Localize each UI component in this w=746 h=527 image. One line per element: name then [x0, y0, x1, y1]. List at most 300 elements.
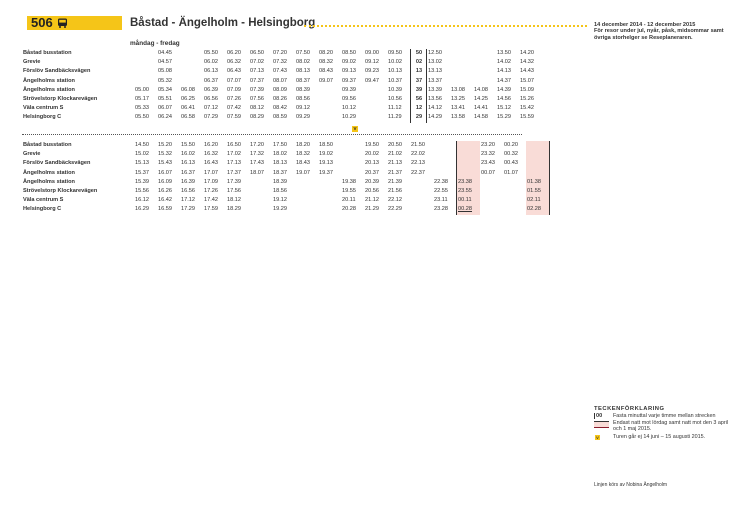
departure-time: 18.50: [319, 142, 333, 148]
departure-time: 14.37: [497, 77, 511, 84]
stop-name: Ängelholms station: [23, 86, 75, 93]
departure-time: 17.50: [273, 142, 287, 148]
departure-time: 16.13: [181, 160, 195, 167]
departure-time: 14.25: [474, 96, 488, 103]
departure-time: 16.12: [135, 197, 149, 204]
departure-time: 23.55: [457, 187, 481, 196]
table-row: [22, 159, 550, 168]
departure-time: 08.43: [319, 68, 333, 75]
departure-time: 10.37: [388, 77, 402, 84]
minute-value: 56: [415, 96, 423, 103]
departure-time: 14.43: [520, 68, 534, 75]
departure-time: [433, 150, 457, 159]
departure-time: 11.12: [388, 105, 402, 112]
departure-time: 05.08: [158, 68, 172, 75]
departure-time: 07.32: [273, 59, 287, 66]
departure-time: 06.56: [204, 96, 218, 103]
departure-time: [526, 169, 550, 178]
departure-time: [503, 187, 526, 196]
departure-time: 16.56: [181, 188, 195, 195]
departure-time: 08.37: [296, 77, 310, 84]
departure-time: 09.00: [365, 50, 379, 56]
departure-time: 16.09: [158, 178, 172, 185]
departure-time: [503, 205, 526, 214]
departure-time: 10.13: [388, 68, 402, 75]
departure-time: 19.07: [296, 169, 310, 176]
departure-time: [180, 67, 203, 76]
departure-time: [318, 187, 341, 196]
departure-time: 08.59: [273, 114, 287, 121]
table-row: [22, 86, 542, 95]
departure-time: 21.13: [388, 160, 402, 167]
table-row: [22, 196, 550, 205]
departure-time: [318, 178, 341, 187]
note-line: För resor under jul, nyår, påsk, midsommar samt övriga storhelger se Reseplaneraren.: [594, 28, 724, 41]
departure-time: 10.02: [388, 59, 402, 66]
departure-time: 18.13: [273, 160, 287, 167]
departure-time: 15.56: [135, 188, 149, 195]
departure-time: [526, 141, 550, 150]
departure-time: 09.39: [342, 86, 356, 93]
departure-time: [295, 196, 318, 205]
departure-time: 16.29: [135, 206, 149, 213]
departure-time: [249, 178, 272, 187]
departure-time: 22.55: [434, 188, 448, 195]
validity-note: [594, 22, 734, 41]
stop-name: Helsingborg C: [23, 206, 62, 213]
departure-time: [433, 141, 457, 150]
departure-time: 10.39: [388, 86, 402, 93]
departure-time: 14.08: [474, 86, 488, 93]
departure-time: 08.02: [296, 59, 310, 66]
departure-time: 14.12: [428, 105, 442, 112]
departure-time: 15.26: [520, 96, 534, 103]
departure-time: 17.07: [204, 169, 218, 176]
departure-time: 08.07: [273, 77, 287, 84]
departure-time: 08.20: [319, 50, 333, 56]
departure-time: 07.56: [250, 96, 264, 103]
departure-time: 18.32: [296, 151, 310, 158]
summer-exception-mark: V: [353, 126, 357, 131]
departure-time: 06.13: [204, 68, 218, 75]
departure-time: [134, 77, 157, 86]
departure-time: [503, 196, 526, 205]
departure-time: 14.29: [428, 114, 442, 121]
departure-time: [134, 58, 157, 67]
legend-text: Fasta minuttal varje timme mellan strecken: [613, 413, 716, 419]
departure-time: 04.45: [158, 50, 172, 56]
legend: [594, 406, 734, 441]
departure-time: 17.09: [204, 178, 218, 185]
departure-time: 19.29: [273, 206, 287, 213]
departure-time: 07.02: [250, 59, 264, 66]
route-title: Båstad - Ängelholm - Helsingborg: [130, 17, 316, 29]
departure-time: 09.23: [365, 68, 379, 75]
stop-name: Strövelstorp Klockarevägen: [23, 188, 98, 195]
departure-time: 21.29: [365, 206, 379, 213]
departure-time: 15.02: [135, 151, 149, 158]
departure-time: 21.56: [388, 188, 402, 195]
minute-value: 13: [415, 68, 423, 75]
departure-time: [480, 196, 503, 205]
departure-time: 13.02: [428, 59, 442, 66]
departure-time: [318, 86, 341, 95]
departure-time: [503, 178, 526, 187]
departure-time: 15.50: [181, 142, 195, 148]
day-label: måndag - fredag: [130, 40, 180, 47]
departure-time: 08.29: [250, 114, 264, 121]
departure-time: [457, 159, 481, 168]
departure-time: [249, 187, 272, 196]
departure-time: [295, 187, 318, 196]
stop-name: Helsingborg C: [23, 114, 62, 121]
table-row: [22, 49, 542, 58]
departure-time: 14.58: [474, 114, 488, 121]
departure-time: 06.50: [250, 50, 264, 56]
departure-time: 05.32: [158, 77, 172, 84]
departure-time: 20.02: [365, 151, 379, 158]
minute-value: 12: [415, 105, 423, 112]
departure-time: 08.56: [296, 96, 310, 103]
departure-time: 08.12: [250, 105, 264, 112]
departure-time: 17.59: [204, 206, 218, 213]
departure-time: 10.29: [342, 114, 356, 121]
departure-time: 18.56: [273, 188, 287, 195]
departure-time: [134, 49, 157, 58]
departure-time: [318, 205, 341, 214]
departure-time: [473, 77, 496, 86]
departure-time: [450, 58, 473, 67]
departure-time: 15.20: [158, 142, 172, 148]
table-row: [22, 58, 542, 67]
departure-time: [480, 187, 503, 196]
departure-time: [457, 141, 481, 150]
departure-time: 01.55: [526, 187, 550, 196]
departure-time: 07.09: [227, 86, 241, 93]
stop-name: Båstad busstation: [23, 142, 72, 148]
departure-time: 07.20: [273, 50, 287, 56]
departure-time: 09.13: [342, 68, 356, 75]
departure-time: 16.43: [204, 160, 218, 167]
departure-time: 23.11: [434, 197, 448, 204]
departure-time: 19.13: [319, 160, 333, 167]
route-badge: [27, 16, 122, 30]
departure-time: [364, 104, 387, 113]
departure-time: 15.07: [520, 77, 534, 84]
departure-time: 16.07: [158, 169, 172, 176]
departure-time: 13.08: [451, 86, 465, 93]
departure-time: 16.42: [158, 197, 172, 204]
legend-item-summer: [594, 434, 734, 440]
departure-time: 14.32: [520, 59, 534, 66]
stop-name: Väla centrum S: [23, 105, 64, 112]
departure-time: 20.39: [365, 178, 379, 185]
departure-time: 16.32: [204, 151, 218, 158]
departure-time: 13.56: [428, 96, 442, 103]
departure-time: 22.02: [411, 151, 425, 158]
minute-value: 39: [415, 86, 423, 93]
departure-time: 08.50: [342, 50, 356, 56]
departure-time: 16.59: [158, 206, 172, 213]
departure-time: 19.55: [342, 188, 356, 195]
departure-time: 01.07: [504, 169, 518, 176]
departure-time: 07.37: [250, 77, 264, 84]
departure-time: 14.41: [474, 105, 488, 112]
operator-note: Linjen körs av Nobina Ängelholm: [594, 482, 668, 488]
departure-time: 15.09: [520, 86, 534, 93]
departure-time: 15.12: [497, 105, 511, 112]
departure-time: [473, 49, 496, 58]
departure-time: [180, 58, 203, 67]
departure-time: [450, 49, 473, 58]
departure-time: 15.13: [135, 160, 149, 167]
minute-value: 37: [415, 77, 423, 84]
stop-name: Ängelholms station: [23, 77, 75, 84]
departure-time: [295, 205, 318, 214]
departure-time: 00.07: [481, 169, 495, 176]
departure-time: 00.32: [504, 151, 518, 158]
table-row: [22, 113, 542, 122]
stop-name: Förslöv Sandbäcksvägen: [23, 68, 91, 75]
departure-time: 21.50: [411, 142, 425, 148]
departure-time: 08.32: [319, 59, 333, 66]
departure-time: 06.37: [204, 77, 218, 84]
departure-time: 07.50: [296, 50, 310, 56]
departure-time: 23.28: [434, 206, 448, 213]
departure-time: 13.50: [497, 50, 511, 56]
legend-text: Turen går ej 14 juni – 15 augusti 2015.: [613, 433, 706, 440]
departure-time: [318, 113, 341, 122]
departure-time: 18.02: [273, 151, 287, 158]
departure-time: 07.39: [250, 86, 264, 93]
departure-time: 07.59: [227, 114, 241, 121]
departure-time: [364, 95, 387, 104]
departure-time: 02.28: [526, 205, 550, 214]
departure-time: 09.50: [388, 50, 402, 56]
departure-time: 10.56: [388, 96, 402, 103]
departure-time: 20.37: [365, 169, 379, 176]
departure-time: 20.11: [342, 197, 356, 204]
departure-time: 14.02: [497, 59, 511, 66]
departure-time: 06.08: [181, 86, 195, 93]
departure-time: 15.32: [158, 151, 172, 158]
timetable-morning: [22, 49, 542, 123]
departure-time: [450, 67, 473, 76]
timetable-afternoon: [22, 141, 550, 215]
departure-time: 13.37: [428, 77, 442, 84]
departure-time: [180, 77, 203, 86]
departure-time: 15.37: [135, 169, 149, 176]
departure-time: 06.43: [227, 68, 241, 75]
departure-time: [364, 113, 387, 122]
departure-time: 15.39: [135, 178, 149, 185]
departure-time: 00.20: [504, 142, 518, 148]
departure-time: [480, 178, 503, 187]
stop-name: Strövelstorp Klockarevägen: [23, 96, 98, 103]
departure-time: [410, 205, 433, 214]
departure-time: 05.50: [135, 114, 149, 121]
departure-time: 14.56: [497, 96, 511, 103]
departure-time: 20.56: [365, 188, 379, 195]
minute-symbol: 00: [596, 413, 603, 419]
departure-time: 07.42: [227, 105, 241, 112]
departure-time: 07.12: [204, 105, 218, 112]
legend-item-night: [594, 420, 734, 432]
departure-time: 18.12: [227, 197, 241, 204]
departure-time: [180, 49, 203, 58]
departure-time: 19.50: [365, 142, 379, 148]
stop-name: Ängelholms station: [23, 169, 75, 176]
departure-time: 15.59: [520, 114, 534, 121]
departure-time: 17.37: [227, 169, 241, 176]
departure-time: 14.20: [520, 50, 534, 56]
stop-name: Förslöv Sandbäcksvägen: [23, 160, 91, 167]
departure-time: 18.43: [296, 160, 310, 167]
stop-name: Grevie: [23, 151, 41, 158]
departure-time: 09.29: [296, 114, 310, 121]
stop-name: Grevie: [23, 59, 41, 66]
departure-time: [318, 95, 341, 104]
table-row: [22, 178, 550, 187]
departure-time: 07.07: [227, 77, 241, 84]
departure-time: 05.50: [204, 50, 218, 56]
departure-time: 15.42: [520, 105, 534, 112]
departure-time: 00.11: [457, 196, 481, 205]
route-number: 506: [31, 15, 53, 30]
table-row: [22, 150, 550, 159]
departure-time: 17.39: [227, 178, 241, 185]
departure-time: [249, 205, 272, 214]
departure-time: 09.07: [319, 77, 333, 84]
departure-time: 05.00: [135, 86, 149, 93]
departure-time: 05.51: [158, 96, 172, 103]
departure-time: 15.43: [158, 160, 172, 167]
departure-time: 16.20: [204, 142, 218, 148]
departure-time: 16.50: [227, 142, 241, 148]
departure-time: 21.02: [388, 151, 402, 158]
departure-time: 06.02: [204, 59, 218, 66]
table-row: [22, 187, 550, 196]
departure-time: 17.13: [227, 160, 241, 167]
departure-time: 13.25: [451, 96, 465, 103]
departure-time: 06.07: [158, 105, 172, 112]
departure-time: 05.33: [135, 105, 149, 112]
departure-time: 15.29: [497, 114, 511, 121]
departure-time: [318, 196, 341, 205]
departure-time: 04.57: [158, 59, 172, 66]
departure-time: 17.26: [204, 188, 218, 195]
departure-time: 13.41: [451, 105, 465, 112]
departure-time: 23.43: [481, 160, 495, 167]
departure-time: [410, 196, 433, 205]
departure-time: 17.29: [181, 206, 195, 213]
departure-time: 16.37: [181, 169, 195, 176]
departure-time: 01.38: [526, 178, 550, 187]
departure-time: [480, 205, 503, 214]
departure-time: 09.12: [365, 59, 379, 66]
table-row: [22, 169, 550, 178]
table-separator: [22, 134, 522, 135]
table-row: [22, 141, 550, 150]
departure-time: [450, 77, 473, 86]
departure-time: [295, 178, 318, 187]
departure-time: 17.12: [181, 197, 195, 204]
departure-time: 13.58: [451, 114, 465, 121]
v-symbol: V: [596, 434, 599, 440]
departure-time: 20.13: [365, 160, 379, 167]
departure-time: 10.12: [342, 105, 356, 112]
stop-name: Väla centrum S: [23, 197, 64, 204]
table-row: [22, 104, 542, 113]
departure-time: 08.39: [296, 86, 310, 93]
table-row: [22, 67, 542, 76]
departure-time: 12.50: [428, 50, 442, 56]
departure-time: 21.37: [388, 169, 402, 176]
departure-time: [341, 141, 364, 150]
departure-time: 20.28: [342, 206, 356, 213]
departure-time: 06.41: [181, 105, 195, 112]
departure-time: 11.29: [388, 114, 402, 121]
departure-time: [341, 169, 364, 178]
minute-value: 50: [415, 50, 423, 56]
departure-time: 06.25: [181, 96, 195, 103]
departure-time: 07.43: [273, 68, 287, 75]
departure-time: 09.56: [342, 96, 356, 103]
departure-time: 22.12: [388, 197, 402, 204]
departure-time: 23.38: [457, 178, 481, 187]
departure-time: [526, 159, 550, 168]
departure-time: 09.02: [342, 59, 356, 66]
departure-time: 08.09: [273, 86, 287, 93]
departure-time: [341, 150, 364, 159]
minute-value: 29: [415, 114, 423, 121]
departure-time: 17.42: [204, 197, 218, 204]
note-line: 14 december 2014 - 12 december 2015: [594, 22, 696, 28]
departure-time: 19.37: [319, 169, 333, 176]
departure-time: [318, 104, 341, 113]
departure-time: 21.12: [365, 197, 379, 204]
departure-time: 17.43: [250, 160, 264, 167]
departure-time: 22.13: [411, 160, 425, 167]
departure-time: [410, 187, 433, 196]
departure-time: 17.02: [227, 151, 241, 158]
departure-time: 20.50: [388, 142, 402, 148]
departure-time: 19.02: [319, 151, 333, 158]
departure-time: 07.13: [250, 68, 264, 75]
departure-time: 23.32: [481, 151, 495, 158]
departure-time: [473, 58, 496, 67]
departure-time: 22.38: [434, 178, 448, 185]
departure-time: 00.28: [457, 205, 481, 214]
stop-name: Båstad busstation: [23, 50, 72, 56]
departure-time: 14.39: [497, 86, 511, 93]
departure-time: 09.47: [365, 77, 379, 84]
departure-time: 06.24: [158, 114, 172, 121]
departure-time: 18.37: [273, 169, 287, 176]
departure-time: 05.34: [158, 86, 172, 93]
departure-time: 06.32: [227, 59, 241, 66]
departure-time: [341, 159, 364, 168]
departure-time: 07.29: [204, 114, 218, 121]
departure-time: 09.37: [342, 77, 356, 84]
departure-time: 18.29: [227, 206, 241, 213]
departure-time: 18.20: [296, 142, 310, 148]
departure-time: 16.39: [181, 178, 195, 185]
departure-time: 06.20: [227, 50, 241, 56]
departure-time: 14.50: [135, 142, 149, 148]
departure-time: 16.26: [158, 188, 172, 195]
minute-value: 02: [415, 59, 423, 66]
